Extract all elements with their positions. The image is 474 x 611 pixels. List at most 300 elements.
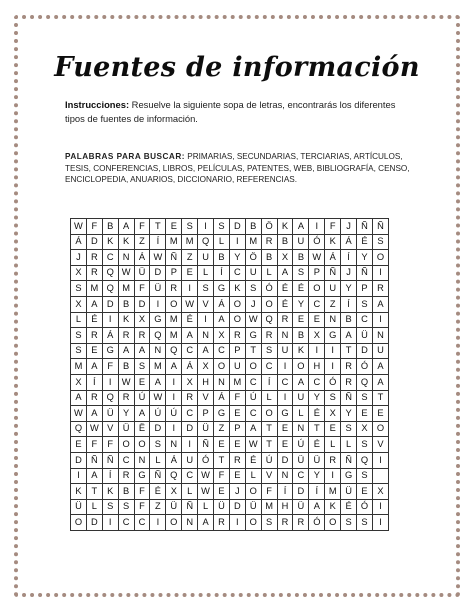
grid-cell: I xyxy=(309,343,325,359)
grid-cell: É xyxy=(245,452,261,468)
grid-cell: Y xyxy=(293,296,309,312)
grid-cell: T xyxy=(372,390,388,406)
grid-cell: E xyxy=(166,219,182,235)
grid-cell: Ñ xyxy=(372,219,388,235)
grid-cell: E xyxy=(325,421,341,437)
grid-cell: M xyxy=(118,281,134,297)
grid-cell: Q xyxy=(166,468,182,484)
grid-cell: R xyxy=(261,328,277,344)
grid-cell: R xyxy=(372,281,388,297)
grid-cell: B xyxy=(293,250,309,266)
grid-cell: X xyxy=(277,250,293,266)
grid-cell: B xyxy=(277,234,293,250)
grid-cell: G xyxy=(341,468,357,484)
grid-cell: A xyxy=(86,296,102,312)
grid-cell: É xyxy=(341,499,357,515)
grid-cell: S xyxy=(357,437,373,453)
grid-cell: Ë xyxy=(134,421,150,437)
grid-cell: Y xyxy=(118,406,134,422)
grid-cell: Y xyxy=(309,468,325,484)
grid-row xyxy=(71,499,389,515)
grid-cell: A xyxy=(372,374,388,390)
grid-cell: Ü xyxy=(357,328,373,344)
grid-cell: I xyxy=(198,219,214,235)
grid-cell: O xyxy=(245,515,261,531)
grid-cell: É xyxy=(357,234,373,250)
grid-cell: S xyxy=(357,468,373,484)
grid-cell: O xyxy=(261,296,277,312)
grid-cell: R xyxy=(277,515,293,531)
grid-cell: S xyxy=(134,359,150,375)
grid-cell: O xyxy=(325,515,341,531)
grid-cell: S xyxy=(118,499,134,515)
grid-row xyxy=(71,468,389,484)
grid-cell: S xyxy=(357,515,373,531)
grid-cell: D xyxy=(86,515,102,531)
grid-cell: L xyxy=(150,452,166,468)
grid-cell: É xyxy=(86,312,102,328)
grid-cell: W xyxy=(71,406,87,422)
grid-cell: Á xyxy=(166,452,182,468)
grid-cell: S xyxy=(150,437,166,453)
grid-cell: U xyxy=(182,452,198,468)
grid-cell: Ñ xyxy=(325,265,341,281)
grid-cell: C xyxy=(293,468,309,484)
grid-cell: N xyxy=(293,421,309,437)
grid-row xyxy=(71,296,389,312)
grid-cell: A xyxy=(372,296,388,312)
grid-cell: T xyxy=(245,343,261,359)
grid-cell: S xyxy=(341,515,357,531)
grid-cell: T xyxy=(150,219,166,235)
grid-cell: Ñ xyxy=(182,499,198,515)
grid-cell: A xyxy=(182,328,198,344)
grid-cell: É xyxy=(150,484,166,500)
grid-cell: P xyxy=(229,421,245,437)
grid-cell: I xyxy=(229,515,245,531)
grid-cell: M xyxy=(166,328,182,344)
page-title: Fuentes de información xyxy=(54,52,420,83)
grid-cell: V xyxy=(102,421,118,437)
grid-cell: I xyxy=(182,437,198,453)
grid-cell: S xyxy=(261,343,277,359)
grid-cell: U xyxy=(293,234,309,250)
grid-cell: L xyxy=(261,390,277,406)
grid-cell: I xyxy=(229,234,245,250)
grid-cell: I xyxy=(166,374,182,390)
grid-cell: K xyxy=(102,234,118,250)
grid-cell: W xyxy=(309,250,325,266)
grid-cell: X xyxy=(325,406,341,422)
grid-cell: Ö xyxy=(261,219,277,235)
grid-cell: E xyxy=(214,484,230,500)
grid-cell: C xyxy=(229,265,245,281)
grid-cell: J xyxy=(245,296,261,312)
grid-cell: M xyxy=(86,281,102,297)
grid-cell: O xyxy=(372,250,388,266)
grid-cell: A xyxy=(293,219,309,235)
grid-cell: I xyxy=(277,390,293,406)
grid-cell: P xyxy=(198,406,214,422)
grid-cell: X xyxy=(198,359,214,375)
grid-cell: Ñ xyxy=(198,437,214,453)
grid-cell: I xyxy=(277,359,293,375)
grid-cell: Ñ xyxy=(102,452,118,468)
grid-cell: E xyxy=(182,265,198,281)
grid-cell: T xyxy=(214,452,230,468)
grid-cell: Q xyxy=(261,312,277,328)
grid-cell: F xyxy=(134,219,150,235)
grid-cell: A xyxy=(245,421,261,437)
grid-cell: Í xyxy=(277,484,293,500)
grid-cell: Í xyxy=(309,484,325,500)
grid-cell: I xyxy=(166,390,182,406)
grid-cell: E xyxy=(229,468,245,484)
grid-cell: E xyxy=(277,437,293,453)
grid-cell: Ü xyxy=(134,265,150,281)
grid-cell: X xyxy=(309,328,325,344)
grid-cell: S xyxy=(325,390,341,406)
grid-cell: P xyxy=(229,343,245,359)
grid-cell: Y xyxy=(341,406,357,422)
grid-cell: F xyxy=(86,437,102,453)
grid-cell: U xyxy=(229,359,245,375)
grid-cell: L xyxy=(325,437,341,453)
grid-cell: B xyxy=(118,296,134,312)
grid-cell: O xyxy=(245,359,261,375)
grid-cell: Ü xyxy=(214,499,230,515)
grid-cell: Ü xyxy=(293,452,309,468)
grid-cell: F xyxy=(134,281,150,297)
grid-cell: E xyxy=(357,406,373,422)
grid-cell: U xyxy=(325,281,341,297)
grid-cell: C xyxy=(118,515,134,531)
grid-cell: I xyxy=(166,421,182,437)
grid-cell: C xyxy=(118,452,134,468)
grid-cell: K xyxy=(293,343,309,359)
grid-cell: W xyxy=(118,265,134,281)
grid-cell: I xyxy=(102,312,118,328)
grid-cell: Ó xyxy=(309,515,325,531)
grid-row xyxy=(71,312,389,328)
grid-cell: E xyxy=(372,406,388,422)
grid-cell: W xyxy=(245,312,261,328)
grid-cell: R xyxy=(86,390,102,406)
grid-cell: C xyxy=(309,374,325,390)
grid-cell: R xyxy=(86,250,102,266)
grid-cell: Z xyxy=(134,234,150,250)
grid-cell: S xyxy=(198,281,214,297)
grid-cell: E xyxy=(134,374,150,390)
grid-cell: W xyxy=(150,250,166,266)
grid-cell: K xyxy=(325,234,341,250)
grid-cell: Á xyxy=(102,328,118,344)
grid-cell: X xyxy=(182,374,198,390)
grid-cell: L xyxy=(198,499,214,515)
grid-cell: I xyxy=(372,515,388,531)
grid-cell: F xyxy=(134,484,150,500)
grid-row xyxy=(71,234,389,250)
grid-cell: Ö xyxy=(245,250,261,266)
grid-cell: I xyxy=(372,452,388,468)
grid-cell: F xyxy=(102,359,118,375)
grid-cell: V xyxy=(198,296,214,312)
grid-cell: R xyxy=(182,390,198,406)
grid-cell: M xyxy=(325,484,341,500)
grid-cell: L xyxy=(198,265,214,281)
grid-cell: G xyxy=(214,406,230,422)
grid-cell: Ñ xyxy=(357,219,373,235)
grid-row xyxy=(71,219,389,235)
grid-cell: Ü xyxy=(293,499,309,515)
grid-row xyxy=(71,452,389,468)
grid-cell: B xyxy=(118,484,134,500)
grid-cell: A xyxy=(86,406,102,422)
grid-cell: H xyxy=(309,359,325,375)
grid-cell: K xyxy=(102,484,118,500)
grid-cell: Ó xyxy=(198,452,214,468)
grid-cell: X xyxy=(372,484,388,500)
grid-cell: U xyxy=(293,390,309,406)
grid-row xyxy=(71,265,389,281)
grid-cell: T xyxy=(309,421,325,437)
grid-cell: B xyxy=(341,312,357,328)
grid-cell: A xyxy=(293,374,309,390)
grid-cell: C xyxy=(134,515,150,531)
grid-cell: Q xyxy=(71,421,87,437)
grid-cell: O xyxy=(372,421,388,437)
grid-cell: J xyxy=(341,265,357,281)
grid-cell: C xyxy=(309,296,325,312)
grid-cell: T xyxy=(341,343,357,359)
grid-cell: A xyxy=(341,328,357,344)
grid-cell: K xyxy=(325,499,341,515)
grid-cell: S xyxy=(372,234,388,250)
grid-cell: B xyxy=(245,219,261,235)
grid-cell: I xyxy=(325,468,341,484)
grid-cell: E xyxy=(277,421,293,437)
grid-cell: C xyxy=(357,312,373,328)
grid-cell: Ú xyxy=(150,406,166,422)
grid-cell: R xyxy=(277,312,293,328)
grid-cell: P xyxy=(357,281,373,297)
grid-cell: I xyxy=(71,468,87,484)
grid-cell: R xyxy=(118,390,134,406)
grid-cell: É xyxy=(309,406,325,422)
grid-cell: U xyxy=(277,343,293,359)
grid-cell: Ü xyxy=(341,484,357,500)
grid-cell: H xyxy=(277,499,293,515)
grid-cell: L xyxy=(86,499,102,515)
grid-cell: G xyxy=(277,406,293,422)
grid-cell: M xyxy=(182,234,198,250)
grid-cell: Q xyxy=(198,234,214,250)
grid-cell: B xyxy=(261,250,277,266)
grid-cell: É xyxy=(277,281,293,297)
grid-row xyxy=(71,374,389,390)
grid-cell: V xyxy=(198,390,214,406)
grid-cell: B xyxy=(214,250,230,266)
grid-cell: F xyxy=(214,468,230,484)
grid-cell: É xyxy=(293,281,309,297)
grid-cell: A xyxy=(198,343,214,359)
grid-row xyxy=(71,515,389,531)
grid-cell: Í xyxy=(341,250,357,266)
grid-cell: S xyxy=(102,499,118,515)
grid-row xyxy=(71,281,389,297)
grid-cell: O xyxy=(166,296,182,312)
grid-cell: E xyxy=(214,437,230,453)
grid-cell: J xyxy=(229,484,245,500)
grid-cell: Ú xyxy=(245,390,261,406)
grid-cell: N xyxy=(166,437,182,453)
grid-cell: B xyxy=(293,328,309,344)
grid-cell: I xyxy=(309,219,325,235)
grid-cell: S xyxy=(182,219,198,235)
grid-cell: Á xyxy=(341,234,357,250)
grid-cell: I xyxy=(325,343,341,359)
grid-cell: L xyxy=(261,265,277,281)
grid-cell: Á xyxy=(214,390,230,406)
grid-cell: G xyxy=(325,328,341,344)
grid-cell: S xyxy=(341,421,357,437)
grid-cell: T xyxy=(86,484,102,500)
grid-cell: A xyxy=(166,359,182,375)
grid-cell: F xyxy=(102,437,118,453)
grid-cell: Q xyxy=(102,265,118,281)
grid-cell: I xyxy=(102,515,118,531)
grid-cell: S xyxy=(357,390,373,406)
grid-row xyxy=(71,343,389,359)
grid-cell: X xyxy=(71,265,87,281)
grid-cell: I xyxy=(198,312,214,328)
grid-cell: Y xyxy=(309,390,325,406)
grid-cell: U xyxy=(245,265,261,281)
grid-cell: N xyxy=(182,515,198,531)
grid-cell: E xyxy=(229,437,245,453)
grid-cell: W xyxy=(86,421,102,437)
grid-cell: N xyxy=(277,468,293,484)
grid-cell: Z xyxy=(182,250,198,266)
grid-cell: I xyxy=(102,374,118,390)
grid-cell: Ñ xyxy=(86,452,102,468)
grid-cell: D xyxy=(150,265,166,281)
grid-cell: O xyxy=(71,515,87,531)
grid-cell: J xyxy=(341,219,357,235)
grid-cell: R xyxy=(214,515,230,531)
grid-cell: P xyxy=(166,265,182,281)
grid-cell: S xyxy=(357,296,373,312)
grid-cell: O xyxy=(118,437,134,453)
grid-cell: N xyxy=(372,328,388,344)
grid-cell: A xyxy=(134,343,150,359)
grid-cell: L xyxy=(245,468,261,484)
grid-cell: C xyxy=(245,406,261,422)
grid-cell: N xyxy=(150,343,166,359)
grid-cell: É xyxy=(182,312,198,328)
grid-cell: I xyxy=(372,312,388,328)
grid-cell: X xyxy=(166,484,182,500)
grid-cell: X xyxy=(71,296,87,312)
grid-cell: Ü xyxy=(245,499,261,515)
grid-cell: Í xyxy=(86,374,102,390)
grid-cell: S xyxy=(245,281,261,297)
grid-cell: Q xyxy=(357,374,373,390)
instructions-paragraph xyxy=(65,98,417,126)
grid-cell: E xyxy=(293,312,309,328)
instructions-label: Instrucciones: xyxy=(65,99,130,110)
grid-cell: Ñ xyxy=(341,390,357,406)
grid-cell: I xyxy=(150,296,166,312)
grid-cell: Ó xyxy=(357,359,373,375)
grid-cell: L xyxy=(71,312,87,328)
grid-cell: A xyxy=(118,343,134,359)
grid-cell: K xyxy=(71,484,87,500)
grid-cell: Á xyxy=(182,359,198,375)
grid-cell: É xyxy=(309,437,325,453)
grid-cell: D xyxy=(182,421,198,437)
grid-cell: Ü xyxy=(150,281,166,297)
grid-cell: Y xyxy=(357,250,373,266)
grid-cell xyxy=(372,468,388,484)
grid-cell: Ü xyxy=(166,499,182,515)
grid-cell: Z xyxy=(214,421,230,437)
grid-cell: E xyxy=(357,484,373,500)
grid-cell: Á xyxy=(325,250,341,266)
grid-cell: N xyxy=(198,328,214,344)
grid-cell: M xyxy=(261,499,277,515)
grid-cell: K xyxy=(277,219,293,235)
grid-cell: Í xyxy=(102,468,118,484)
word-search-grid xyxy=(70,218,389,531)
grid-cell: O xyxy=(245,484,261,500)
grid-cell: W xyxy=(198,484,214,500)
grid-cell: O xyxy=(261,406,277,422)
grid-cell: R xyxy=(229,452,245,468)
grid-cell: Ü xyxy=(102,406,118,422)
grid-cell: Ú xyxy=(134,390,150,406)
grid-cell: R xyxy=(86,328,102,344)
grid-cell: Ó xyxy=(261,281,277,297)
grid-cell: E xyxy=(86,343,102,359)
grid-cell: W xyxy=(71,219,87,235)
grid-cell: X xyxy=(71,374,87,390)
grid-cell: Y xyxy=(341,281,357,297)
grid-cell: S xyxy=(293,265,309,281)
grid-cell: D xyxy=(293,484,309,500)
grid-cell: Z xyxy=(325,296,341,312)
grid-cell: I xyxy=(372,265,388,281)
grid-cell: R xyxy=(118,328,134,344)
grid-cell: S xyxy=(71,343,87,359)
grid-cell: M xyxy=(166,234,182,250)
words-to-find-label: PALABRAS PARA BUSCAR: xyxy=(65,152,185,161)
grid-cell: D xyxy=(134,296,150,312)
grid-cell: W xyxy=(245,437,261,453)
grid-row xyxy=(71,359,389,375)
grid-cell: Q xyxy=(102,281,118,297)
grid-cell: R xyxy=(229,328,245,344)
grid-cell: R xyxy=(325,452,341,468)
grid-cell: Ú xyxy=(293,437,309,453)
grid-cell: A xyxy=(86,359,102,375)
grid-cell: A xyxy=(277,265,293,281)
grid-cell: Ñ xyxy=(357,265,373,281)
grid-cell: Ó xyxy=(309,234,325,250)
grid-cell: X xyxy=(357,421,373,437)
grid-cell: E xyxy=(229,406,245,422)
grid-cell: K xyxy=(118,234,134,250)
